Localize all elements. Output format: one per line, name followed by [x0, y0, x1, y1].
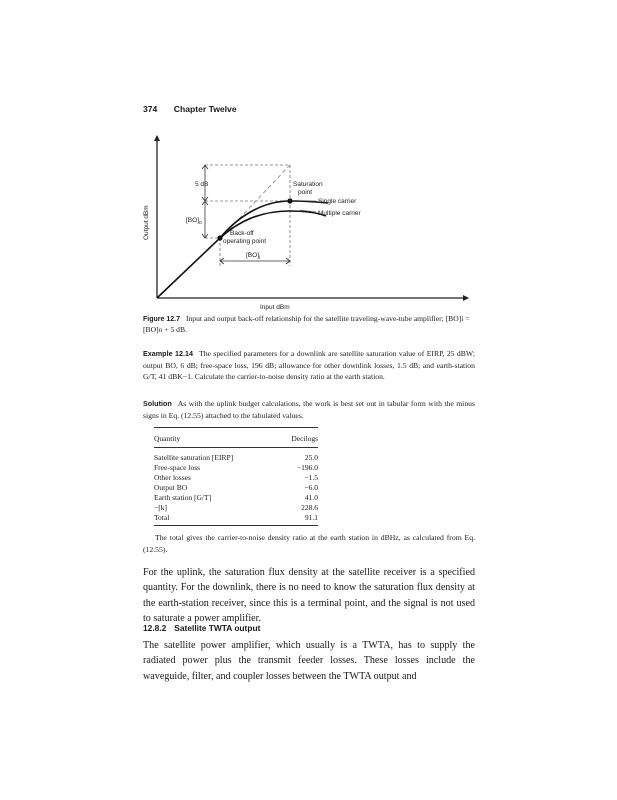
section-title: Satellite TWTA output: [174, 623, 261, 633]
table-row: Total 91.1: [154, 513, 318, 522]
example-label: Example 12.14: [143, 349, 194, 358]
result-text: The total gives the carrier-to-noise density ratio at the earth station in dBHz, as calculated from Eq. (12.55).: [143, 533, 475, 554]
label-bo-out: $[BO]_o$: [186, 217, 202, 226]
chapter-title: Chapter Twelve: [173, 104, 237, 114]
solution-paragraph: [143, 398, 475, 421]
table-bottom-rule: [154, 525, 318, 526]
col-quantity: Quantity: [154, 434, 181, 443]
table-row: Satellite saturation [EIRP] 25.0: [154, 453, 318, 462]
table-row: Other losses −1.5: [154, 473, 318, 482]
single-carrier-curve: [157, 201, 328, 298]
uplink-paragraph: [143, 565, 475, 626]
x-axis-label: Input dBm: [260, 304, 290, 311]
table-row: Earth station [G/T] 41.0: [154, 493, 318, 502]
label-backoff: Back-off: [230, 230, 254, 237]
page-number: 374: [143, 104, 158, 114]
figure-caption: [143, 314, 483, 335]
operating-point-marker: [217, 235, 222, 240]
caption-text: Input and output back-off relationship for the satellite traveling-wave-tube amplifier; [BO]i = [BO]o + 5 dB.: [143, 314, 470, 334]
label-single-carrier: Single carrier: [318, 198, 357, 205]
twta-paragraph: [143, 638, 475, 684]
table-row: −[k] 228.6: [154, 503, 318, 512]
table-header-rule: [154, 447, 318, 448]
label-operating-point: operating point: [223, 238, 267, 245]
example-paragraph: [143, 348, 475, 383]
label-multiple-carrier: Multiple carrier: [318, 210, 361, 217]
y-axis-label: Output dBm: [143, 205, 150, 240]
backoff-diagram: [140, 128, 480, 314]
solution-text: As with the uplink budget calculations, the work is best set out in tabular form with the minus signs in Eq. (12.55) attached to the tabulated values.: [143, 399, 475, 420]
figure-12-7: [140, 128, 480, 314]
table-top-rule: [154, 427, 318, 428]
caption-label: Figure 12.7: [143, 316, 180, 323]
table-row: Free-space loss −196.0: [154, 463, 318, 472]
saturation-point-marker: [287, 198, 292, 203]
solution-label: Solution: [143, 399, 172, 408]
running-header: [143, 104, 237, 114]
label-bo-in: $[BO]_i$: [246, 252, 261, 261]
result-paragraph: [143, 532, 475, 555]
label-saturation-point: point: [298, 189, 313, 196]
example-text: The specified parameters for a downlink are satellite saturation value of EIRP, 25 dBW; output BO, 6 dB; free-space loss, 196 dB; allowance for other downlink losses, 1.5 dB; and earth-station G/T, 41 dBK−1. Calculate the carrier-to-noise density ratio at the earth station.: [143, 349, 475, 381]
uplink-text: For the uplink, the saturation flux density at the satellite receiver is a specified quantity. For the downlink, there is no need to know the saturation flux density at the earth-station receiver, since this is a terminal point, and the signal is not used to saturate a power amplifier.: [143, 567, 475, 624]
section-heading: [143, 623, 260, 633]
table-row: Output BO −6.0: [154, 483, 318, 492]
label-saturation: Saturation: [293, 181, 323, 188]
label-5db: 5 dB: [195, 181, 209, 188]
twta-text: The satellite power amplifier, which usually is a TWTA, has to supply the radiated power plus the transmit feeder losses. These losses include the waveguide, filter, and coupler losses between the TWTA output and: [143, 640, 475, 682]
section-number: 12.8.2: [143, 623, 167, 633]
col-decilogs: Decilogs: [291, 434, 318, 443]
